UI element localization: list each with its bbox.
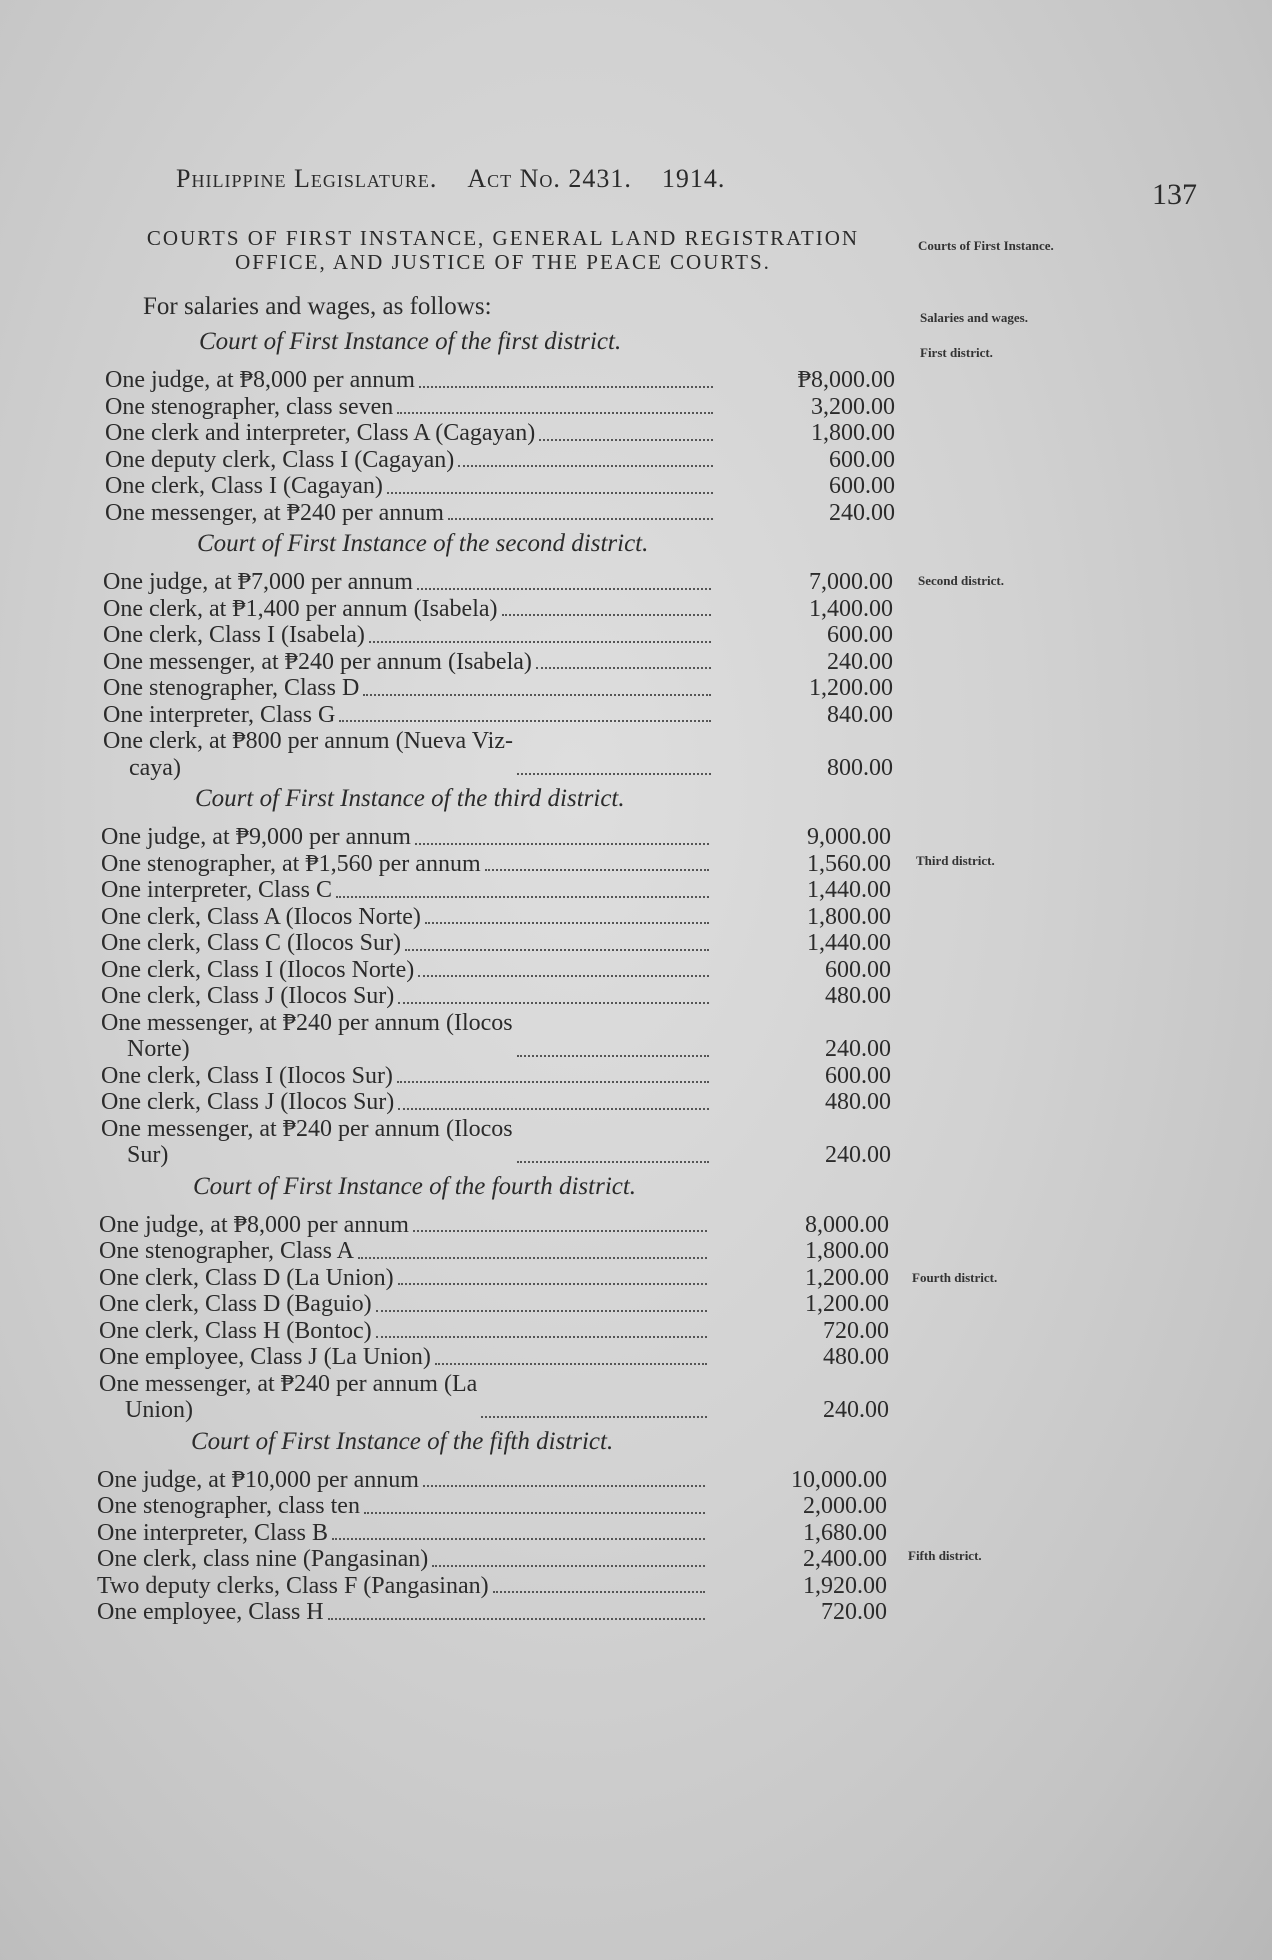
line-item-description: One employee, Class H xyxy=(97,1599,324,1625)
line-item-amount: 480.00 xyxy=(825,983,891,1009)
leader-dots xyxy=(397,1081,709,1083)
line-item xyxy=(101,957,905,984)
line-item-description: One deputy clerk, Class I (Cagayan) xyxy=(105,446,455,473)
line-item-description: One clerk, Class D (Baguio) xyxy=(99,1291,372,1317)
line-item-amount: 1,200.00 xyxy=(809,675,893,701)
margin-note-courts: Courts of First Instance. xyxy=(918,238,1054,253)
line-item-amount: 1,200.00 xyxy=(805,1291,889,1317)
line-item xyxy=(101,1010,905,1063)
line-item-description: One messenger, at ₱240 per annum (Isabela) xyxy=(103,648,532,675)
line-item xyxy=(105,367,905,394)
line-item xyxy=(101,877,905,904)
line-item-amount: 3,200.00 xyxy=(811,393,895,420)
margin-note-second-district: Second district. xyxy=(918,573,1004,588)
line-item-amount: ₱8,000.00 xyxy=(797,367,895,393)
running-head-title: Philippine Legislature. xyxy=(176,164,438,193)
page-number: 137 xyxy=(1152,178,1197,211)
leader-dots xyxy=(517,773,711,775)
margin-note-third-district: Third district. xyxy=(916,853,995,868)
line-item xyxy=(99,1291,905,1318)
district-items xyxy=(103,569,905,781)
section-title: COURTS OF FIRST INSTANCE, GENERAL LAND REGISTRATION OFFICE, AND JUSTICE OF THE PEACE COURTS. xyxy=(146,226,860,274)
line-item-amount: 1,680.00 xyxy=(803,1519,887,1546)
line-item xyxy=(105,420,905,447)
margin-note-fifth-district: Fifth district. xyxy=(908,1548,982,1563)
line-item xyxy=(99,1318,905,1345)
line-item-amount: 600.00 xyxy=(825,956,891,983)
line-item xyxy=(99,1238,905,1265)
line-item-description: One clerk, class nine (Pangasinan) xyxy=(97,1546,429,1572)
leader-dots xyxy=(415,843,709,845)
leader-dots xyxy=(435,1363,707,1365)
line-item-amount: 240.00 xyxy=(823,1397,889,1423)
line-item xyxy=(99,1265,905,1292)
appropriations-list xyxy=(97,290,905,1626)
leader-dots xyxy=(328,1618,705,1620)
running-head-act: Act No. 2431. xyxy=(467,164,632,193)
line-item xyxy=(99,1344,905,1371)
line-item-description: One clerk, Class I (Ilocos Norte) xyxy=(101,956,415,983)
line-item-description: One stenographer, class ten xyxy=(97,1493,360,1519)
line-item-amount: 1,920.00 xyxy=(803,1572,887,1599)
line-item-amount: 2,400.00 xyxy=(803,1546,887,1572)
line-item-description: One stenographer, at ₱1,560 per annum xyxy=(101,850,481,877)
line-item-amount: 240.00 xyxy=(825,1142,891,1168)
leader-dots xyxy=(398,1283,707,1285)
leader-dots xyxy=(413,1230,707,1232)
line-item-description-line2: caya) xyxy=(129,754,181,781)
line-item-description-line1: One clerk, at ₱800 per annum (Nueva Viz- xyxy=(103,728,513,754)
line-item-description: One clerk, Class J (Ilocos Sur) xyxy=(101,1089,395,1115)
district-section xyxy=(103,530,905,781)
district-title: Court of First Instance of the third district. xyxy=(195,785,625,812)
line-item xyxy=(101,1063,905,1090)
leader-dots xyxy=(398,1108,709,1110)
line-item-amount: 1,440.00 xyxy=(807,930,891,956)
line-item-amount: 1,800.00 xyxy=(805,1238,889,1264)
line-item-description: One clerk, Class I (Ilocos Sur) xyxy=(101,1062,393,1089)
leader-dots xyxy=(376,1310,707,1312)
line-item-description: One clerk, Class I (Isabela) xyxy=(103,622,365,648)
margin-note-first-district: First district. xyxy=(920,345,993,360)
line-item-description: One clerk, Class H (Bontoc) xyxy=(99,1317,372,1344)
district-title: Court of First Instance of the first district. xyxy=(199,328,622,355)
line-item-description-line1: One messenger, at ₱240 per annum (Ilocos xyxy=(101,1115,513,1142)
line-item-description-line2: Sur) xyxy=(127,1142,169,1168)
line-item-amount: 8,000.00 xyxy=(805,1211,889,1238)
line-item xyxy=(103,675,905,702)
leader-dots xyxy=(369,641,711,643)
district-items xyxy=(99,1212,905,1424)
line-item-description: One clerk, Class D (La Union) xyxy=(99,1264,394,1291)
line-item xyxy=(97,1546,905,1573)
leader-dots xyxy=(423,1485,705,1487)
leader-dots xyxy=(502,614,711,616)
line-item-amount: 240.00 xyxy=(825,1036,891,1062)
line-item-description-line2: Union) xyxy=(125,1397,193,1423)
line-item-description xyxy=(103,728,513,781)
leader-dots xyxy=(364,1512,705,1514)
line-item-amount: 240.00 xyxy=(827,648,893,675)
line-item-description: One messenger, at ₱240 per annum xyxy=(105,499,444,526)
district-section xyxy=(101,785,905,1169)
margin-note-salaries: Salaries and wages. xyxy=(920,310,1028,325)
leader-dots xyxy=(339,720,711,722)
line-item xyxy=(103,569,905,596)
leader-dots xyxy=(363,694,711,696)
line-item-description: One stenographer, Class A xyxy=(99,1238,354,1264)
leader-dots xyxy=(332,1538,705,1540)
line-item-amount: 7,000.00 xyxy=(809,569,893,595)
running-head-year: 1914. xyxy=(661,164,726,193)
line-item-description: One judge, at ₱10,000 per annum xyxy=(97,1466,419,1493)
line-item xyxy=(101,983,905,1010)
line-item-description: Two deputy clerks, Class F (Pangasinan) xyxy=(97,1572,489,1599)
leader-dots xyxy=(358,1257,707,1259)
leader-dots xyxy=(417,588,711,590)
line-item-description-line2: Norte) xyxy=(127,1036,190,1062)
district-title: Court of First Instance of the second district. xyxy=(197,530,649,557)
line-item-description-line1: One messenger, at ₱240 per annum (Ilocos xyxy=(101,1009,513,1036)
line-item xyxy=(101,904,905,931)
line-item-description: One clerk, Class J (Ilocos Sur) xyxy=(101,983,395,1009)
leader-dots xyxy=(493,1591,705,1593)
line-item-amount: 2,000.00 xyxy=(803,1493,887,1519)
line-item-description: One judge, at ₱9,000 per annum xyxy=(101,824,411,850)
line-item-description: One clerk, Class C (Ilocos Sur) xyxy=(101,930,401,956)
line-item-amount: 1,800.00 xyxy=(811,420,895,446)
leader-dots xyxy=(481,1416,707,1418)
leader-dots xyxy=(517,1161,709,1163)
leader-dots xyxy=(418,975,709,977)
line-item-amount: 480.00 xyxy=(823,1344,889,1370)
line-item-description xyxy=(101,1010,513,1063)
line-item-amount: 840.00 xyxy=(827,701,893,728)
line-item-amount: 600.00 xyxy=(827,622,893,648)
leader-dots xyxy=(398,1002,709,1004)
district-section xyxy=(105,328,905,526)
line-item-description xyxy=(101,1116,513,1169)
line-item-amount: 480.00 xyxy=(825,1089,891,1115)
line-item-amount: 720.00 xyxy=(823,1317,889,1344)
leader-dots xyxy=(336,896,709,898)
leader-dots xyxy=(458,465,713,467)
line-item-amount: 1,200.00 xyxy=(805,1264,889,1291)
line-item xyxy=(101,1116,905,1169)
line-item-description: One judge, at ₱8,000 per annum xyxy=(105,367,415,393)
district-items xyxy=(97,1467,905,1626)
line-item xyxy=(103,649,905,676)
line-item xyxy=(101,824,905,851)
district-section xyxy=(99,1173,905,1424)
line-item-amount: 240.00 xyxy=(829,499,895,526)
line-item xyxy=(105,394,905,421)
line-item-amount: 600.00 xyxy=(829,446,895,473)
line-item xyxy=(97,1467,905,1494)
line-item xyxy=(103,728,905,781)
line-item xyxy=(99,1371,905,1424)
leader-dots xyxy=(536,667,711,669)
line-item-amount: 800.00 xyxy=(827,754,893,781)
line-item-description: One clerk, Class I (Cagayan) xyxy=(105,473,383,499)
leader-dots xyxy=(517,1055,709,1057)
line-item xyxy=(97,1520,905,1547)
line-item-description: One clerk, Class A (Ilocos Norte) xyxy=(101,903,421,930)
district-section xyxy=(97,1428,905,1626)
leader-dots xyxy=(432,1565,705,1567)
districts-container xyxy=(97,328,905,1626)
line-item xyxy=(105,447,905,474)
district-items xyxy=(105,367,905,526)
margin-note-fourth-district: Fourth district. xyxy=(912,1270,998,1285)
leader-dots xyxy=(425,922,709,924)
line-item-amount: 1,800.00 xyxy=(807,903,891,930)
leader-dots xyxy=(448,518,713,520)
line-item xyxy=(101,851,905,878)
line-item xyxy=(103,702,905,729)
line-item-amount: 600.00 xyxy=(825,1062,891,1089)
running-head xyxy=(176,164,896,194)
district-title: Court of First Instance of the fourth district. xyxy=(193,1172,637,1200)
leader-dots xyxy=(397,412,713,414)
line-item-description: One clerk, at ₱1,400 per annum (Isabela) xyxy=(103,595,498,622)
line-item-amount: 9,000.00 xyxy=(807,824,891,850)
line-item-description: One stenographer, class seven xyxy=(105,393,394,420)
line-item-description: One stenographer, Class D xyxy=(103,675,360,701)
line-item xyxy=(101,930,905,957)
line-item-description-line1: One messenger, at ₱240 per annum (La xyxy=(99,1370,478,1397)
line-item xyxy=(97,1599,905,1626)
leader-dots xyxy=(539,439,713,441)
line-item-amount: 1,440.00 xyxy=(807,877,891,903)
line-item-description xyxy=(99,1371,477,1424)
leader-dots xyxy=(376,1336,707,1338)
line-item-description: One judge, at ₱7,000 per annum xyxy=(103,569,413,595)
line-item xyxy=(97,1573,905,1600)
line-item-description: One clerk and interpreter, Class A (Cagayan) xyxy=(105,420,536,446)
leader-dots xyxy=(485,869,709,871)
intro-line: For salaries and wages, as follows: xyxy=(143,293,492,320)
leader-dots xyxy=(419,386,713,388)
line-item-description: One interpreter, Class B xyxy=(97,1519,328,1546)
line-item-amount: 10,000.00 xyxy=(791,1466,887,1493)
district-items xyxy=(101,824,905,1169)
leader-dots xyxy=(387,492,713,494)
line-item-description: One interpreter, Class G xyxy=(103,701,336,728)
district-title: Court of First Instance of the fifth district. xyxy=(191,1427,614,1455)
line-item xyxy=(103,596,905,623)
line-item-amount: 600.00 xyxy=(829,473,895,499)
line-item xyxy=(99,1212,905,1239)
line-item xyxy=(97,1493,905,1520)
line-item xyxy=(105,473,905,500)
line-item-amount: 1,560.00 xyxy=(807,850,891,877)
line-item-description: One interpreter, Class C xyxy=(101,877,332,903)
line-item-description: One employee, Class J (La Union) xyxy=(99,1344,431,1370)
line-item xyxy=(105,500,905,527)
line-item-description: One judge, at ₱8,000 per annum xyxy=(99,1211,409,1238)
line-item-amount: 1,400.00 xyxy=(809,595,893,622)
leader-dots xyxy=(405,949,709,951)
line-item-amount: 720.00 xyxy=(821,1599,887,1625)
line-item xyxy=(101,1089,905,1116)
line-item xyxy=(103,622,905,649)
